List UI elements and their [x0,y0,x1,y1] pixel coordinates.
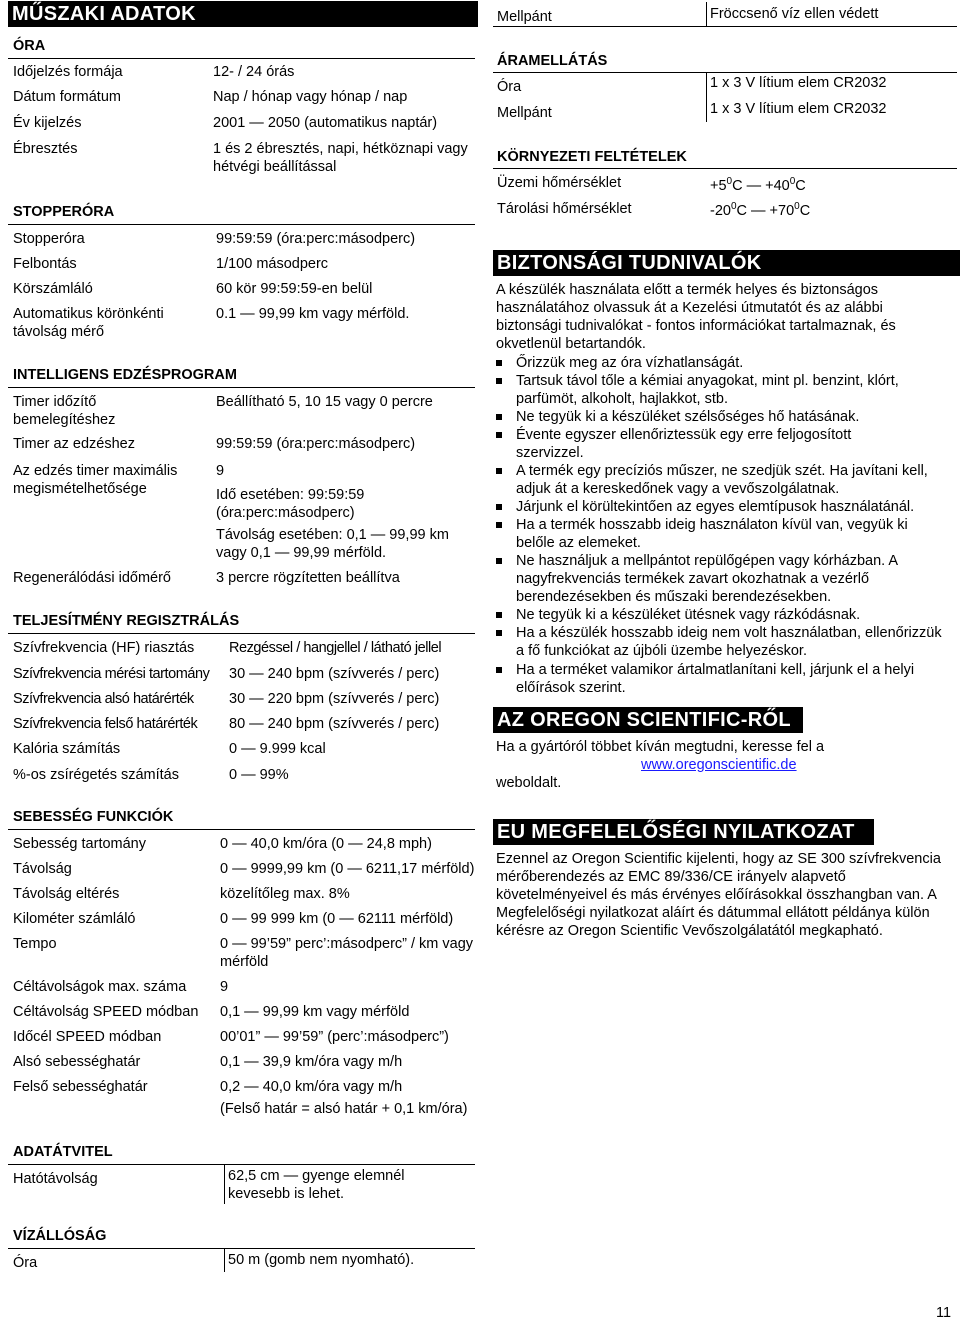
spec-label: %-os zsírégetés számítás [13,767,179,783]
spec-label: Alsó sebességhatár [13,1054,141,1070]
spec-label: Tárolási hőmérséklet [497,201,632,217]
spec-value: Beállítható 5, 10 15 vagy 0 percre [216,394,433,410]
oregon-text: Ha a gyártóról többet kíván megtudni, keresse fel a [496,739,825,755]
spec-value: 30 — 240 bpm (szívverés / perc) [229,666,440,682]
spec-label: Tempo [13,936,57,952]
heading-adatatvitel: ADATÁTVITEL [13,1144,113,1160]
divider [8,829,475,830]
divider [8,1164,475,1165]
safety-bullet: Ha a terméket valamikor ártalmatlanítani kell, járjunk el a helyi előírások szerint. [516,662,915,696]
spec-label: Időjelzés formája [13,64,123,80]
spec-value: 1 és 2 ébresztés, napi, hétköznapi vagy hétvégi beállítással [213,141,468,175]
safety-bullet: Évente egyszer ellenőriztessük egy erre feljogosított szervizzel. [516,427,852,461]
bullet-icon [496,661,510,673]
spec-label: Óra [13,1255,38,1271]
spec-value: 1 x 3 V lítium elem CR2032 [710,101,887,117]
safety-bullet: Járjunk el körültekintően az egyes elemtípusok használatánál. [516,499,915,515]
spec-label: Kalória számítás [13,741,121,757]
oregon-text-end: weboldalt. [496,775,562,791]
spec-value: 62,5 cm — gyenge elemnél kevesebb is lehet. [228,1168,405,1202]
oregon-website-link[interactable]: www.oregonscientific.de [641,757,797,773]
bullet-icon [496,354,510,366]
spec-label: Szívfrekvencia felső határérték [13,716,198,732]
safety-bullet: Ha a termék hosszabb ideig használaton kívül van, vegyük ki belőle az elemeket. [516,517,908,551]
spec-label: Távolság eltérés [13,886,120,902]
spec-value: 0 — 99’59” perc’:másodperc” / km vagy mérföld [220,936,474,970]
divider [8,633,475,634]
spec-label: Felső sebességhatár [13,1079,148,1095]
heading-ora: ÓRA [13,38,46,54]
divider [493,26,957,27]
heading-aramellatas: ÁRAMELLÁTÁS [497,53,608,69]
safety-bullet: Ne használjuk a mellpántot repülőgépen vagy kórházban. A nagyfrekvenciás termékek zavart okozhatnak a vezérlő berendezésekben és műszaki berendezésekben. [516,553,898,605]
spec-label: Távolság [13,861,72,877]
spec-label: Év kijelzés [13,115,82,131]
spec-label: Mellpánt [497,9,552,25]
page-number: 11 [936,1305,952,1321]
divider [493,168,957,169]
spec-value: 0 — 40,0 km/óra (0 — 24,8 mph) [220,836,432,852]
spec-value: közelítőleg max. 8% [220,886,350,902]
section-title-muszaki-adatok: MŰSZAKI ADATOK [8,1,478,27]
safety-bullet: Őrizzük meg az óra vízhatlanságát. [516,355,744,371]
bullet-icon [496,462,510,474]
divider [8,1248,475,1249]
spec-value: 9 [220,979,229,995]
spec-label: Timer az edzéshez [13,436,135,452]
spec-value: 1 x 3 V lítium elem CR2032 [710,75,887,91]
spec-label: Céltávolságok max. száma [13,979,187,995]
spec-value: (Felső határ = alsó határ + 0,1 km/óra) [220,1101,468,1117]
section-title-oregon-scientific: AZ OREGON SCIENTIFIC-RŐL [493,707,803,733]
spec-label: Körszámláló [13,281,93,297]
heading-vizallosag: VÍZÁLLÓSÁG [13,1228,107,1244]
heading-teljesitmeny-regisztralas: TELJESÍTMÉNY REGISZTRÁLÁS [13,613,240,629]
spec-value: Távolság esetében: 0,1 — 99,99 km vagy 0,1 — 99,99 mérföld. [216,527,449,561]
heading-intelligens-edzesprogram: INTELLIGENS EDZÉSPROGRAM [13,367,237,383]
heading-sebesseg-funkciok: SEBESSÉG FUNKCIÓK [13,809,174,825]
spec-value: 0 — 9999,99 km (0 — 6211,17 mérföld) [220,861,475,877]
spec-label: Regenerálódási időmérő [13,570,171,586]
divider [8,224,475,225]
spec-label: Mellpánt [497,105,552,121]
spec-value: 1/100 másodperc [216,256,329,272]
spec-label: Hatótávolság [13,1171,98,1187]
bullet-icon [496,516,510,528]
spec-label: Timer időzítő bemelegítéshez [13,394,116,428]
bullet-icon [496,552,510,564]
spec-value: Rezgéssel / hangjellel / látható jellel [229,640,442,656]
bullet-icon [496,606,510,618]
spec-value: Fröccsenő víz ellen védett [710,6,879,22]
spec-value: 80 — 240 bpm (szívverés / perc) [229,716,440,732]
safety-bullet: A termék egy precíziós műszer, ne szedjük szét. Ha javítani kell, adjuk át a kereskedőnek vagy a vevőszolgálatnak. [516,463,928,497]
spec-value: 0,1 — 39,9 km/óra vagy m/h [220,1054,403,1070]
spec-value: Idő esetében: 99:59:59 (óra:perc:másodperc) [216,487,365,521]
bullet-icon [496,624,510,636]
spec-value: 9 [216,463,225,479]
spec-value: 0,1 — 99,99 km vagy mérföld [220,1004,410,1020]
safety-bullet: Ne tegyük ki a készüléket ütésnek vagy rázkódásnak. [516,607,861,623]
spec-value: 0 — 99 999 km (0 — 62111 mérföld) [220,911,454,927]
temperature-value: $-20^0C$ — $+70^0C$ [710,201,811,219]
divider-vertical [706,2,707,26]
divider-vertical [224,1248,225,1272]
divider [8,58,475,59]
section-title-biztonsagi-tudnivalok: BIZTONSÁGI TUDNIVALÓK [493,250,960,276]
spec-label: Sebesség tartomány [13,836,146,852]
divider-vertical [224,1164,225,1204]
safety-bullet: Tartsuk távol tőle a kémiai anyagokat, mint pl. benzint, klórt, parfümöt, alkoholt, hajlakkot, stb. [516,373,899,407]
spec-value: Nap / hónap vagy hónap / nap [213,89,408,105]
spec-label: Kilométer számláló [13,911,136,927]
spec-label: Az edzés timer maximális megismételhetősége [13,463,178,497]
spec-label: Szívfrekvencia alsó határérték [13,691,194,707]
spec-value: 0 — 99% [229,767,289,783]
bullet-icon [496,372,510,384]
spec-label: Céltávolság SPEED módban [13,1004,199,1020]
section-title-eu-megfelelosegi: EU MEGFELELŐSÉGI NYILATKOZAT [493,819,874,845]
spec-value: 12- / 24 órás [213,64,295,80]
safety-intro: A készülék használata előtt a termék helyes és biztonságos használatához olvassuk át a Kezelési útmutatót és az alábbi biztonsági tudnivalókat - fontos információkat tartalmaznak, és okvetlenül betartandók. [496,282,896,352]
spec-value: 00’01” — 99’59” (perc’:másodperc”) [220,1029,449,1045]
spec-label: Szívfrekvencia (HF) riasztás [13,640,195,656]
divider [493,72,957,73]
bullet-icon [496,408,510,420]
bullet-icon [496,426,510,438]
temperature-value: $+5^0C$ — $+40^0C$ [710,176,806,194]
divider-vertical [706,72,707,122]
spec-label: Stopperóra [13,231,85,247]
heading-kornyezeti-feltetelek: KÖRNYEZETI FELTÉTELEK [497,149,687,165]
spec-value: 3 percre rögzítetten beállítva [216,570,400,586]
spec-label: Dátum formátum [13,89,121,105]
safety-bullet: Ha a készülék hosszabb ideig nem volt használatban, ellenőrizzük a fő funkciókat az újbóli üzembe helyezéskor. [516,625,942,659]
spec-label: Üzemi hőmérséklet [497,175,622,191]
spec-label: Ébresztés [13,141,78,157]
spec-value: 2001 — 2050 (automatikus naptár) [213,115,438,131]
spec-value: 60 kör 99:59:59-en belül [216,281,373,297]
eu-declaration-text: Ezennel az Oregon Scientific kijelenti, hogy az SE 300 szívfrekvencia mérőberendezés az EMC 89/336/CE irányelv alapvető követelményeivel és más érvényes előírásokkal összhangban van. A Megfelelőségi nyilatkozat aláírt és dátummal ellátott példánya külön kérésre az Oregon Scientific Vevőszolgálatától megkapható. [496,851,941,939]
heading-stopperora: STOPPERÓRA [13,204,115,220]
bullet-icon [496,498,510,510]
spec-label: Automatikus körönkénti távolság mérő [13,306,164,340]
spec-value: 99:59:59 (óra:perc:másodperc) [216,436,416,452]
spec-value: 0.1 — 99,99 km vagy mérföld. [216,306,410,322]
spec-value: 0,2 — 40,0 km/óra vagy m/h [220,1079,403,1095]
spec-label: Óra [497,79,522,95]
spec-value: 0 — 9.999 kcal [229,741,326,757]
spec-label: Szívfrekvencia mérési tartomány [13,666,210,682]
spec-label: Felbontás [13,256,77,272]
divider [8,387,475,388]
spec-value: 30 — 220 bpm (szívverés / perc) [229,691,440,707]
safety-bullet: Ne tegyük ki a készüléket szélsőséges hő hatásának. [516,409,860,425]
spec-value: 50 m (gomb nem nyomható). [228,1252,415,1268]
spec-value: 99:59:59 (óra:perc:másodperc) [216,231,416,247]
spec-label: Időcél SPEED módban [13,1029,162,1045]
